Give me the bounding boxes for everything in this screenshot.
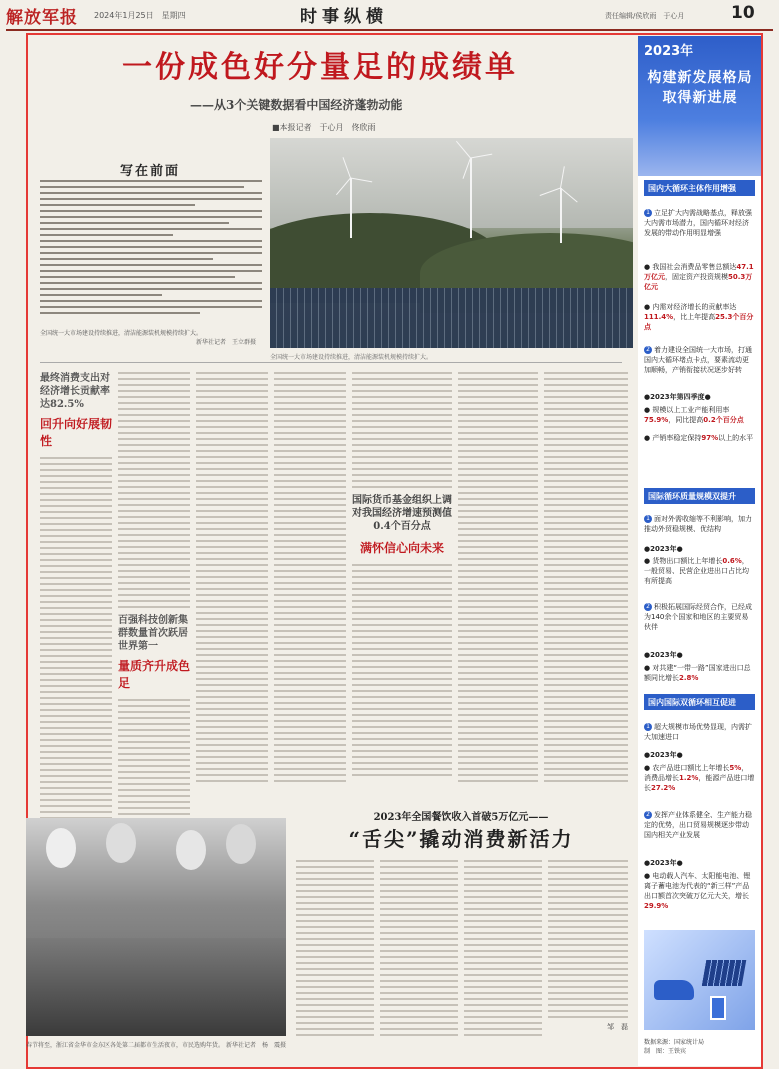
sidebar-item-text: 我国社会消费品零售总额达 [652, 263, 737, 271]
bullet-2-icon: 2 [644, 811, 652, 819]
sidebar-item-text: 立足扩大内需战略基点，释放强大内需市场潜力，国内循环对经济发展的带动作用明显增强 [644, 209, 752, 237]
sidebar-item-text: 农产品进口额比上年增长 [652, 764, 730, 772]
stat-value: 75.9% [644, 416, 669, 424]
wind-turbine-icon [350, 178, 352, 238]
intro-photo-caption: 全国统一大市场建设持续推进，清洁能源装机规模持续扩大。 [40, 330, 203, 337]
sidebar-item: ● 产销率稳定保持97%以上的水平 [644, 434, 754, 442]
section-divider [40, 362, 622, 363]
section3-title: 满怀信心向未来 [359, 541, 444, 555]
responsible-editor: 责任编辑/侯欣雨 于心月 [605, 12, 685, 20]
column-1 [40, 372, 112, 835]
sidebar-item [644, 514, 755, 534]
sidebar-period: ●2023年● [644, 859, 683, 867]
stat-value: 97% [701, 434, 719, 442]
sidebar-item [644, 810, 755, 840]
sidebar-item-text: 电动载人汽车、太阳能电池、锂离子蓄电池为代表的“新三样”产品出口额首次突破万亿元大关，增长 [644, 872, 751, 900]
sidebar-item-text: ，一般贸易、民营企业进出口占比均有所提高 [644, 557, 749, 585]
sidebar-item: ● 内需对经济增长的贡献率达111.4%，比上年提高25.3个百分点 [644, 303, 754, 331]
stat-value: 0.6% [722, 557, 742, 565]
sidebar-item: ● 电动载人汽车、太阳能电池、锂离子蓄电池为代表的“新三样”产品出口额首次突破万亿元大关，增长29.9% [644, 872, 751, 910]
chart-credit: 制 图：王铁宾 [644, 1048, 687, 1055]
article-title: 一份成色好分量足的成绩单 [122, 50, 518, 85]
sidebar-item: ● 农产品进口额比上年增长5%，消费品增长1.2%，能源产品进口增长27.2% [644, 764, 755, 792]
sidebar-illustration [644, 930, 755, 1030]
masthead [0, 0, 779, 30]
sidebar-item-text: ，同比提高 [668, 416, 704, 424]
sidebar-item-text: ，固定资产投资规模 [665, 273, 728, 281]
section-title: 时事纵横 [300, 7, 388, 27]
sidebar-band-dual: 国内国际双循环相互促进 [644, 694, 755, 710]
sidebar-period: ●2023年第四季度● [644, 393, 711, 401]
intro-heading: 写在前面 [119, 164, 180, 179]
intro-text-block [40, 180, 262, 318]
data-source: 数据来源：国家统计局 [644, 1039, 705, 1046]
solar-panel-field [270, 288, 633, 348]
sidebar-headline: 构建新发展格局取得新进展 [647, 70, 753, 106]
sidebar-item-text: ，比上年提高 [673, 313, 716, 321]
solar-panel-icon [702, 960, 747, 986]
issue-date: 2024年1月25日 星期四 [94, 11, 186, 20]
sidebar-item-text: ，能源产品进口增长 [644, 774, 755, 792]
column-5 [352, 372, 452, 780]
sidebar-period: ●2023年● [644, 651, 683, 659]
stat-value: 50.3万亿元 [644, 273, 753, 291]
sidebar-band-domestic: 国内大循环主体作用增强 [644, 180, 755, 196]
byline: ■本报记者 于心月 佟欣雨 [272, 123, 376, 132]
bullet-2-icon: 2 [644, 346, 652, 354]
sidebar-item [644, 602, 755, 632]
stat-value: 1.2% [679, 774, 699, 782]
stat-value: 2.8% [679, 674, 699, 682]
photo-caption: 全国统一大市场建设持续推进，清洁能源装机规模持续扩大。 [270, 354, 433, 361]
sidebar-year: 2023年 [644, 44, 694, 59]
section3-kicker: 国际货币基金组织上调对我国经济增速预测值0.4个百分点 [352, 495, 452, 532]
crowd-area [26, 938, 286, 1036]
wind-turbine-icon [470, 158, 472, 238]
sidebar-item [644, 208, 755, 238]
lower-column-4 [548, 860, 628, 1032]
sidebar-period: ●2023年● [644, 545, 683, 553]
lantern-icon [46, 828, 76, 868]
lower-kicker: 2023年全国餐饮收入首破5万亿元—— [373, 812, 549, 823]
lantern-icon [226, 824, 256, 864]
sidebar-item-text: 以上的水平 [718, 434, 754, 442]
sidebar-footnote [644, 1038, 755, 1056]
stat-value: 25.3个百分点 [644, 313, 754, 331]
newspaper-logo: 解放军报 [6, 8, 78, 28]
photo-sky [270, 138, 633, 228]
sidebar-item-text: 货物出口额比上年增长 [652, 557, 723, 565]
sidebar-item-text: 发挥产业体系健全、生产能力稳定的优势，出口贸易规模逐步带动国内相关产业发展 [644, 811, 752, 839]
section2-title: 量质齐升成色足 [118, 659, 191, 690]
sidebar-item: ● 对共建“一带一路”国家进出口总额同比增长2.8% [644, 664, 751, 682]
sidebar-item [644, 722, 755, 742]
stat-value: 47.1万亿元 [644, 263, 754, 281]
article-subtitle: ——从3个关键数据看中国经济蓬勃动能 [190, 98, 403, 112]
sidebar-item-text: 着力建设全国统一大市场，打通国内大循环堵点卡点，要素流动更加顺畅，产销衔接状况逐步好转 [644, 346, 752, 374]
photo-credit: 新华社记者 杨 震摄 [225, 1042, 286, 1049]
column-7 [544, 372, 628, 786]
bullet-1-icon: 1 [644, 723, 652, 731]
battery-icon [710, 996, 726, 1020]
header-divider [6, 29, 773, 31]
sidebar-item-text: 对共建“一带一路”国家进出口总额同比增长 [644, 664, 751, 682]
sidebar-item: ● 我国社会消费品零售总额达47.1万亿元，固定资产投资规模50.3万亿元 [644, 263, 754, 291]
sidebar-period: ●2023年● [644, 751, 683, 759]
stat-value: 27.2% [651, 784, 676, 792]
section1-kicker: 最终消费支出对经济增长贡献率达82.5% [40, 373, 110, 410]
sidebar-item-text: 产销率稳定保持 [652, 434, 702, 442]
wind-turbine-icon [560, 188, 562, 243]
column-6 [458, 372, 538, 786]
column-4 [274, 372, 346, 786]
stat-value: 111.4% [644, 313, 674, 321]
lantern-icon [176, 830, 206, 870]
column-2 [118, 372, 190, 831]
bullet-2-icon: 2 [644, 603, 652, 611]
bullet-1-icon: 1 [644, 209, 652, 217]
lower-column-2 [380, 860, 458, 1040]
caption-text: 春节将至，浙江省金华市金东区各处第二届都市生活夜市，市民选购年货。 [26, 1042, 225, 1049]
stat-value: 5% [729, 764, 742, 772]
lower-column-3 [464, 860, 542, 1040]
stat-value: 29.9% [644, 902, 669, 910]
electric-car-icon [654, 980, 694, 1000]
lower-title: “舌尖”撬动消费新活力 [348, 827, 574, 851]
sidebar-item-text: 规模以上工业产能利用率 [652, 406, 730, 414]
lower-column-1 [296, 860, 374, 1040]
sidebar-item-text: 面对外需收缩等不利影响，加力推动外贸稳规模、优结构 [644, 515, 752, 533]
sidebar-item [644, 345, 755, 375]
sidebar-item-text: 超大规模市场优势显现，内需扩大加速进口 [644, 723, 752, 741]
page-number: 10 [731, 3, 755, 23]
sidebar-item: ● 货物出口额比上年增长0.6%，一般贸易、民营企业进出口占比均有所提高 [644, 557, 749, 585]
column-3 [196, 372, 268, 786]
sidebar-band-international: 国际循环质量规模双提升 [644, 488, 755, 504]
lower-byline: 邹 磊 [607, 1023, 628, 1031]
section1-title: 回升向好展韧性 [40, 417, 113, 448]
section2-kicker: 百强科技创新集群数量首次跃居世界第一 [118, 615, 188, 652]
intro-photo-credit: 新华社记者 王立群摄 [196, 339, 257, 346]
bullet-1-icon: 1 [644, 515, 652, 523]
sidebar-item-text: 积极拓展国际经贸合作，已经成为140余个国家和地区的主要贸易伙伴 [644, 603, 752, 631]
lower-photo-caption [26, 1040, 286, 1049]
wind-farm-photo [270, 138, 633, 348]
sidebar-item-text: 内需对经济增长的贡献率达 [652, 303, 737, 311]
sidebar-item: ● 规模以上工业产能利用率75.9%，同比提高0.2个百分点 [644, 406, 744, 424]
night-market-photo [26, 818, 286, 1036]
stat-value: 0.2个百分点 [703, 416, 744, 424]
lantern-icon [106, 823, 136, 863]
sidebar-item-text: ，消费品增长 [644, 764, 749, 782]
